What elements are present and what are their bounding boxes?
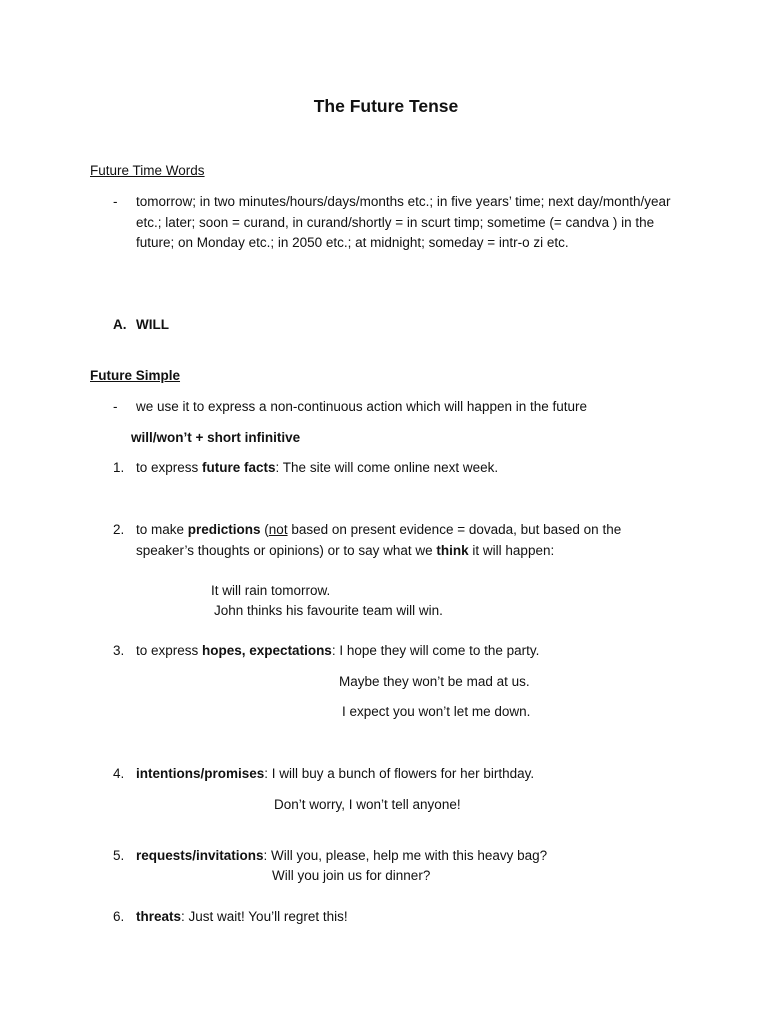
example-sentence: I expect you won’t let me down. <box>342 704 531 719</box>
item-number: 2. <box>113 522 125 537</box>
item-lead: to express <box>136 643 203 658</box>
section-a-label: WILL <box>136 317 169 332</box>
list-item <box>136 846 547 867</box>
list-item <box>136 641 539 662</box>
item-paren: ( <box>260 522 269 537</box>
item-key-term: predictions <box>187 522 261 537</box>
item-number: 1. <box>113 460 125 475</box>
item-rest: : The site will come online next week. <box>275 460 499 475</box>
future-simple-intro: we use it to express a non-continuous action which will happen in the future <box>136 399 588 414</box>
item-underlined-word: not <box>268 522 288 537</box>
time-words-text: tomorrow; in two minutes/hours/days/months etc.; in five years’ time; next day/month/year etc.; later; soon = curand, in curand/shortly = in scurt timp; sometime (= candva ) in the future; on Monday etc.; in 2050 etc.; at midnight; someday = intr-o zi etc. <box>136 194 671 250</box>
formula: will/won’t + short infinitive <box>131 430 301 445</box>
section-a-marker: A. <box>113 317 127 332</box>
page-title: The Future Tense <box>313 96 459 116</box>
item-number: 6. <box>113 909 125 924</box>
item-lead: to express <box>136 460 203 475</box>
example-sentence: Maybe they won’t be mad at us. <box>339 674 530 689</box>
list-item <box>136 764 534 785</box>
time-words-heading: Future Time Words <box>90 163 205 178</box>
item-number: 3. <box>113 643 125 658</box>
item-rest-2: it will happen: <box>468 542 555 558</box>
item-rest: : I hope they will come to the party. <box>331 643 540 658</box>
time-words-bullet: - <box>113 194 118 209</box>
item-number: 4. <box>113 766 125 781</box>
item-rest: : Just wait! You’ll regret this! <box>181 909 348 924</box>
item-key-term: threats <box>136 909 182 924</box>
item-number: 5. <box>113 848 125 863</box>
item-key-term: requests/invitations <box>136 848 264 863</box>
future-simple-heading: Future Simple <box>90 368 181 383</box>
list-item <box>136 907 348 928</box>
item-rest: : Will you, please, help me with this heavy bag? <box>263 848 548 863</box>
list-item <box>136 458 498 479</box>
list-item <box>136 520 636 561</box>
example-sentence: John thinks his favourite team will win. <box>214 603 443 618</box>
future-simple-bullet: - <box>113 399 118 414</box>
item-rest: based on present evidence = dovada, but based on the speaker’s thoughts or opinions) or to say what we <box>136 522 622 558</box>
item-lead: to make <box>136 522 188 537</box>
example-sentence: Will you join us for dinner? <box>272 868 431 883</box>
item-key-term: intentions/promises <box>136 766 265 781</box>
item-key-term: future facts <box>202 460 276 475</box>
item-key-term: hopes, expectations <box>202 643 332 658</box>
example-sentence: It will rain tomorrow. <box>211 583 331 598</box>
item-rest: : I will buy a bunch of flowers for her birthday. <box>264 766 535 781</box>
example-sentence: Don’t worry, I won’t tell anyone! <box>274 797 461 812</box>
item-key-term-2: think <box>436 542 469 558</box>
